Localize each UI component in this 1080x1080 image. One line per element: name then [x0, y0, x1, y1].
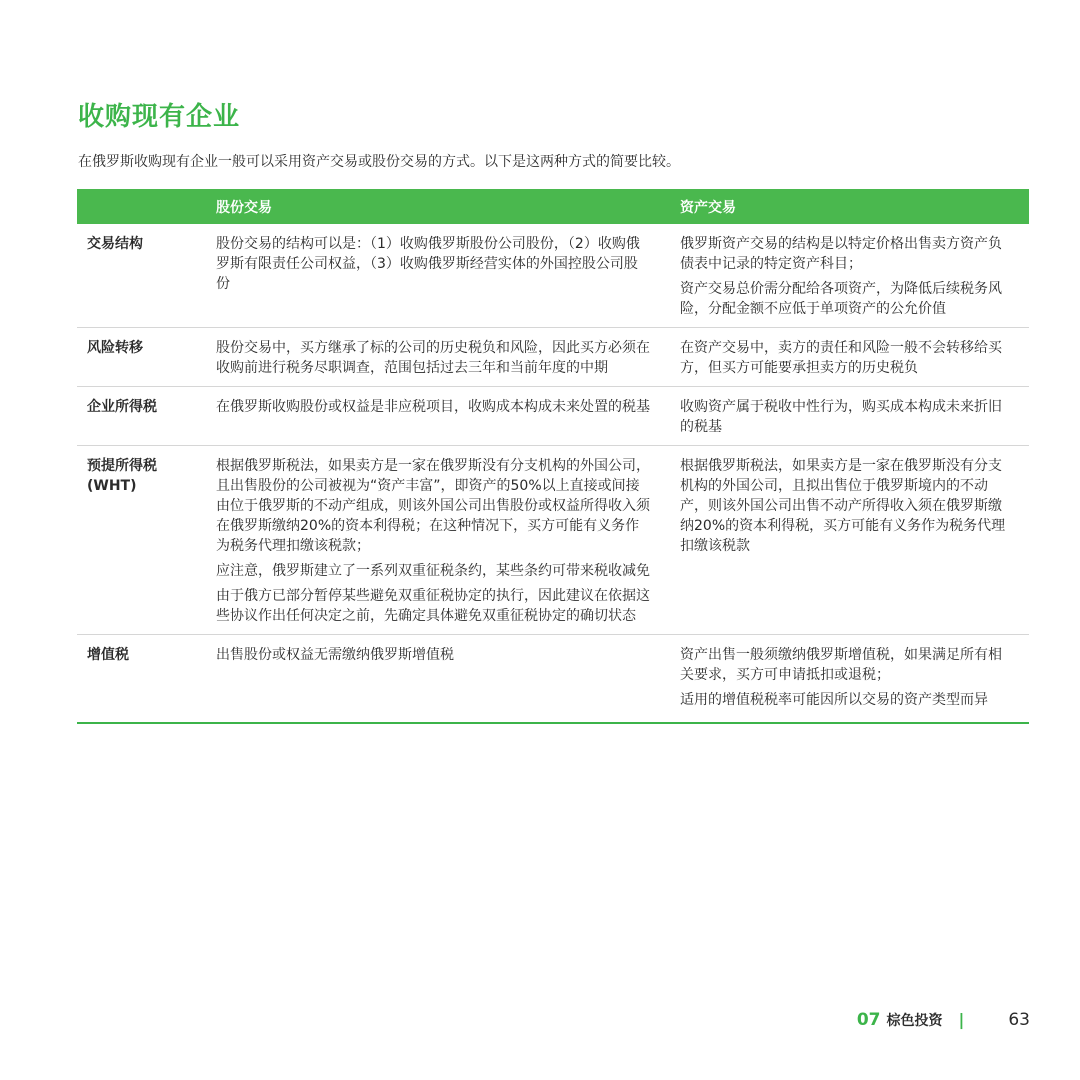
asset-cell — [670, 387, 1029, 446]
cell-paragraph: 根据俄罗斯税法，如果卖方是一家在俄罗斯没有分支机构的外国公司，且拟出售位于俄罗斯境内的不动产，则该外国公司出售不动产所得收入须在俄罗斯缴纳20%的资本利得税，买方可能有义务作为税务代理扣缴该税款 — [680, 458, 1006, 554]
share-cell — [205, 328, 670, 387]
page-number: 63 — [1008, 1010, 1030, 1030]
row-label: 企业所得税 — [77, 387, 205, 446]
cell-paragraph: 资产交易总价需分配给各项资产，为降低后续税务风险，分配金额不应低于单项资产的公允价值 — [680, 281, 1002, 317]
cell-paragraph: 在资产交易中，卖方的责任和风险一般不会转移给买方，但买方可能要承担卖方的历史税负 — [680, 340, 1002, 376]
cell-paragraph: 在俄罗斯收购股份或权益是非应税项目，收购成本构成未来处置的税基 — [216, 399, 650, 415]
cell-paragraph: 收购资产属于税收中性行为，购买成本构成未来折旧的税基 — [680, 399, 1002, 435]
row-label: 交易结构 — [77, 224, 205, 328]
asset-cell — [670, 635, 1029, 724]
asset-cell — [670, 224, 1029, 328]
asset-cell — [670, 446, 1029, 635]
header-asset-deal: 资产交易 — [670, 189, 1029, 224]
header-share-deal: 股份交易 — [205, 189, 670, 224]
row-label: 风险转移 — [77, 328, 205, 387]
chapter-number: 07 — [856, 1010, 881, 1030]
share-cell — [205, 446, 670, 635]
asset-cell — [670, 328, 1029, 387]
share-cell — [205, 224, 670, 328]
cell-paragraph: 出售股份或权益无需缴纳俄罗斯增值税 — [216, 647, 454, 663]
cell-paragraph: 适用的增值税税率可能因所以交易的资产类型而异 — [680, 692, 988, 708]
cell-paragraph: 股份交易中，买方继承了标的公司的历史税负和风险，因此买方必须在收购前进行税务尽职调查，范围包括过去三年和当前年度的中期 — [216, 340, 650, 376]
table-row — [77, 328, 1029, 387]
cell-paragraph: 俄罗斯资产交易的结构是以特定价格出售卖方资产负债表中记录的特定资产科目； — [680, 236, 1002, 272]
share-cell — [205, 635, 670, 724]
chapter-name: 棕色投资 — [886, 1013, 943, 1029]
footer-separator: | — [958, 1010, 965, 1029]
page-footer — [857, 1010, 1030, 1030]
page-title: 收购现有企业 — [78, 102, 241, 132]
table-row — [77, 446, 1029, 635]
table-row — [77, 224, 1029, 328]
cell-paragraph: 资产出售一般须缴纳俄罗斯增值税，如果满足所有相关要求，买方可申请抵扣或退税； — [680, 647, 1002, 683]
comparison-table — [77, 189, 1029, 724]
share-cell — [205, 387, 670, 446]
intro-paragraph: 在俄罗斯收购现有企业一般可以采用资产交易或股份交易的方式。以下是这两种方式的简要比较。 — [78, 154, 680, 170]
header-empty — [77, 189, 205, 224]
table-header-row — [77, 189, 1029, 224]
cell-paragraph: 根据俄罗斯税法，如果卖方是一家在俄罗斯没有分支机构的外国公司，且出售股份的公司被视为“资产丰富”，即资产的50%以上直接或间接由位于俄罗斯的不动产组成，则该外国公司出售股份或权益所得收入须在俄罗斯缴纳20%的资本利得税；在这种情况下，买方可能有义务作为税务代理扣缴该税款； — [216, 458, 650, 554]
row-label: 预提所得税 (WHT) — [77, 446, 205, 635]
row-label: 增值税 — [87, 647, 129, 663]
cell-paragraph: 股份交易的结构可以是：（1）收购俄罗斯股份公司股份，（2）收购俄罗斯有限责任公司权益，（3）收购俄罗斯经营实体的外国控股公司股份 — [216, 236, 640, 292]
table-row — [77, 387, 1029, 446]
table-row — [77, 635, 1029, 724]
cell-paragraph: 应注意，俄罗斯建立了一系列双重征税条约，某些条约可带来税收减免 — [216, 563, 650, 579]
cell-paragraph: 由于俄方已部分暂停某些避免双重征税协定的执行，因此建议在依据这些协议作出任何决定之前，先确定具体避免双重征税协定的确切状态 — [216, 588, 650, 624]
